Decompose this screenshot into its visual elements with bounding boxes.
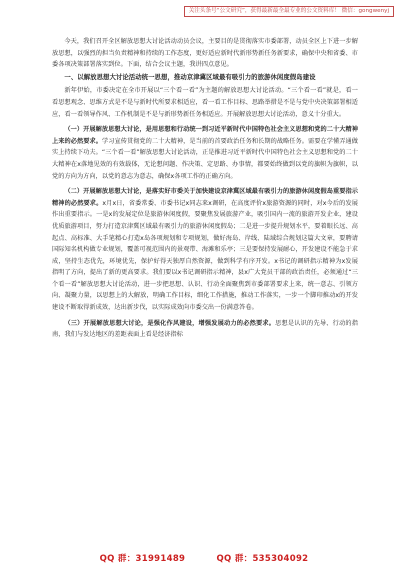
point-2-title: （二）开展解放思想大讨论，是落实好市委关于加快建设京津冀区域最有吸引力的旅游休闲度假岛重要指示精神的必然要求。 [52,188,358,207]
footer-qq-1: QQ 群：31991489 [99,554,186,564]
paragraph-three-look: 新年伊始，市委决定在全市开展以“三个看一看”为主题的解放思想大讨论活动。“三个看一看”就是，看一看思想观念、思维方式是不是与新时代所要求相适应，看一看工作目标、思路举措是不是与党中央决策部署相适应，看一看领导作风、工作机制是不是与新形势新任务相适应。开展解放思想大讨论活动，意义十分重大。 [52,87,358,118]
document-body [52,36,358,341]
footer-qq-2: QQ 群：535304092 [216,554,309,564]
footer-qq-groups [0,552,408,564]
point-1-text: 学习宣传贯彻党的二十大精神，是当前的首要政治任务和长期的战略任务。需要在学懂弄通做实上持续下功夫。“三个看一看”解放思想大讨论活动，正是推进习近平新时代中国特色社会主义思想和党的二十大精神在x落地见效的有效载体，无论想问题、作决策、定思路、办事情，都要始终做到以党的旗帜为旗帜，以党的方向为方向，以党的意志为意志，确保x各项工作的正确方向。 [52,137,358,180]
point-3-text: 思想是认识的先导、行动的指南，我们与发达地区的差距表面上看是经济指标 [52,319,358,339]
section-heading-1: 一、以解放思想大讨论活动统一思想，推动京津冀区域最有吸引力的旅游休闲度假岛建设 [64,72,316,81]
header-banner: 关注头条号“公文研究”，获得最新最全最专业的公文资料库！ 微信：gongwenyj [184,6,394,17]
paragraph-point-2 [52,186,358,314]
point-1-title: （一）开展解放思想大讨论，是用思想和行动统一到习近平新时代中国特色社会主义思想和党的二十大精神上来的必然要求。 [52,126,358,145]
point-3-title: （三）开展解放思想大讨论，是强化作风建设，增强发展动力的必然要求。 [64,319,276,327]
paragraph-point-1 [52,124,358,182]
paragraph-point-3 [52,318,358,341]
point-2-text: x月x日，省委常委、市委书记x同志来x调研，在高度评价x旅游资源的同时，对x今后的发展作出重要指示。一是x的发展定位是旅游休闲度假，要聚焦发展旅游产业，吸引国内一流的旅游开发企业，建设优质旅游项目，努力打造京津冀区域最有吸引力的旅游休闲度假岛；二是进一步提升规划水平，要着眼长远、高起点、高标准、大手笔精心打造x岛各项规划和专项规划，做好海岛、岸线、陆域综合规划这篇大文章，要聘请国际知名机构做专业规划，覆盖可视范围内的景观带、海滩和乐亭；三是要保持发展耐心，开发建设不能急于求成，坚持生态优先，环境优先，保护好得天独厚自然资源，做到科学有序开发。x书记的调研指示精神为x发展指明了方向，提出了新的更高要求。我们要以x书记调研指示精神，县x广大党员干部的政治责任，必须通过“三个看一看”解放思想大讨论活动，进一步把思想、认识、行动全面聚焦到市委部署要求上来，统一意志、引领方向、凝聚力量，以思想上的大解放，明确工作目标，细化工作措施，推动工作落实，一步一个脚印推动x的开发建设不断取得新成效，达出新步伐，以实际成效向市委交出一份满意答卷。 [52,199,358,312]
intro-paragraph: 今天，我们召开全区解放思想大讨论活动动员会议，主要目的是贯彻落实市委部署，动员全区上下进一步解放思想，以强烈的担当负责精神和持续的工作态度，更好适应新时代新形势新任务新要求，确保中央和省委、市委各项决策部署落实到位。下面，结合会议主题，我讲四点意见。 [52,38,358,69]
